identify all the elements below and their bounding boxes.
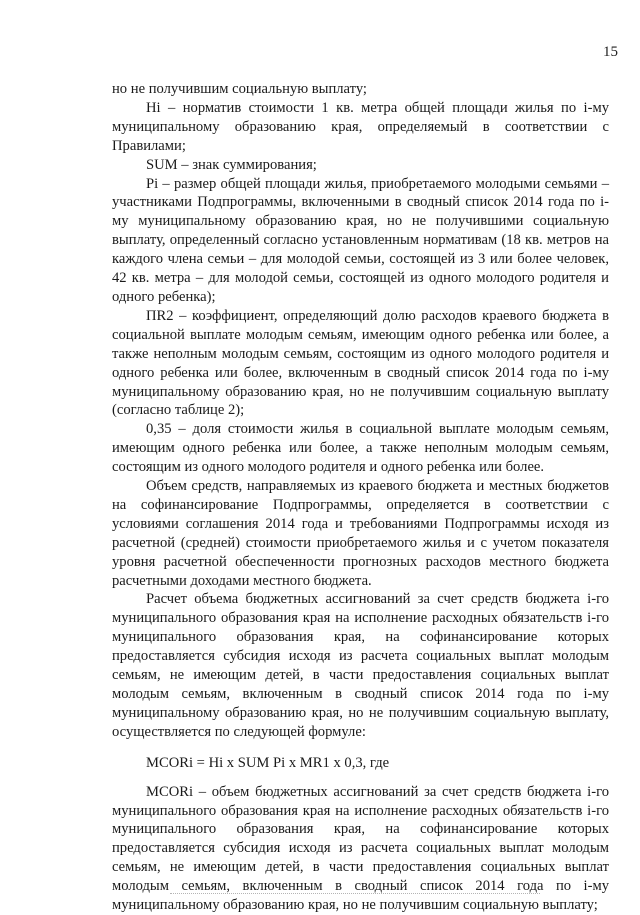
paragraph-share-definition: 0,35 – доля стоимости жилья в социальной выплате молодым семьям, имеющим одного ребенка или более, а также неполным молодым семьям, состоящим из одного молодого родителя и одного ребенка или более.: [112, 421, 609, 476]
scan-artifact-line: [170, 893, 540, 894]
paragraph-mcor-definition: MCORi – объем бюджетных ассигнований за счет средств бюджета i-го муниципального образования края на исполнение расходных обязательств i-го муниципального образования края, на софинансирование которых предоставляется субсидия исходя из расчета социальных выплат молодым семьям, не имеющим детей, в части предоставления социальных выплат молодым семьям, включенным в сводный список 2014 года по i-му муниципальному образованию края, но не получившим социальную выплату;: [112, 783, 609, 914]
paragraph-sum-definition: SUM – знак суммирования;: [146, 156, 317, 173]
formula-mcor: MCORi = Нi x SUM Рi x MR1 x 0,3, где: [146, 754, 390, 771]
page-number: 15: [603, 44, 618, 60]
paragraph-pr2-definition: ПR2 – коэффициент, определяющий долю расходов краевого бюджета в социальной выплате молодым семьям, имеющим одного ребенка или более, а также неполным молодым семьям, состоящим из одного молодого родителя и одного ребенка или более, включенным в сводный список 2014 года по i-му муниципальному образованию края, но не получившим социальную выплату (согласно таблице 2);: [112, 307, 609, 419]
document-body: [112, 80, 609, 915]
paragraph-calculation-intro: Расчет объема бюджетных ассигнований за счет средств бюджета i-го муниципального образования края на исполнение расходных обязательств i-го муниципального образования края, на софинансирование которых предоставляется субсидия исходя из расчета социальных выплат молодым семьям, не имеющим детей, в части предоставления социальных выплат молодым семьям, включенным в сводный список 2014 года по i-му муниципальному образованию края, но не получившим социальную выплату, осуществляется по следующей формуле:: [112, 591, 609, 740]
paragraph-hi-definition: Нi – норматив стоимости 1 кв. метра общей площади жилья по i-му муниципальному образованию края, определяемый в соответствии с Правилами;: [112, 99, 609, 154]
paragraph-continuation: но не получившим социальную выплату;: [112, 81, 367, 97]
paragraph-funding-volume: Объем средств, направляемых из краевого бюджета и местных бюджетов на софинансирование Подпрограммы, определяется в соответствии с условиями соглашения 2014 года и требованиями Подпрограммы исходя из расчетной (средней) стоимости приобретаемого жилья и с учетом показателя уровня расчетной обеспеченности прогнозных расходов местного бюджета расчетными доходами местного бюджета.: [112, 478, 609, 589]
paragraph-pi-definition: Рi – размер общей площади жилья, приобретаемого молодыми семьями – участниками Подпрограммы, включенными в сводный список 2014 года по i-му муниципальному образованию края, но не получившими социальную выплату, определенный согласно установленным нормативам (18 кв. метров на каждого члена семьи – для молодой семьи, состоящей из 3 или более человек, 42 кв. метра – для молодой семьи, состоящей из одного молодого родителя и одного ребенка);: [112, 175, 609, 305]
